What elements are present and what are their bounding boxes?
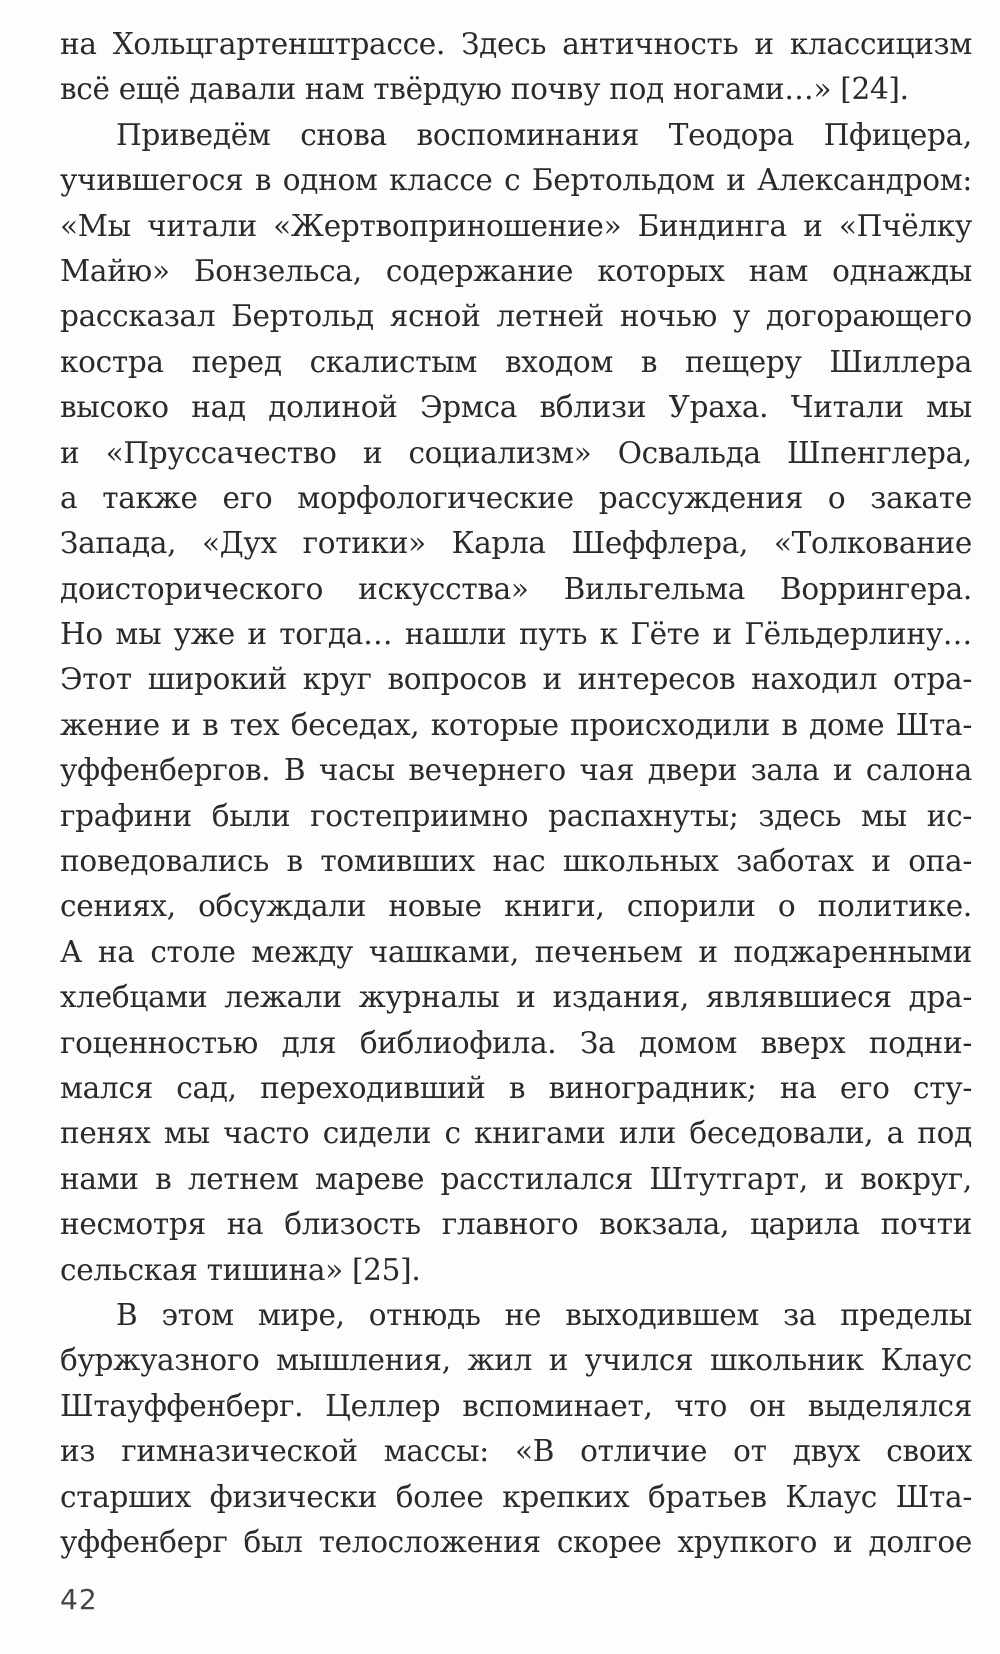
text-line: нами в летнем мареве расстилался Штутгарт, и вокруг, (60, 1161, 972, 1196)
text-line: доисторического искусства» Вильгельма Воррингера. (60, 571, 972, 606)
text-line: В этом мире, отнюдь не выходившем за пределы (116, 1297, 972, 1332)
text-line: Запада, «Дух готики» Карла Шеффлера, «Толкование (60, 526, 972, 561)
text-line: сельская тишина» [25]. (60, 1252, 421, 1287)
text-line: костра перед скалистым входом в пещеру Шиллера (60, 344, 972, 379)
text-line: и «Пруссачество и социализм» Освальда Шпенглера, (60, 435, 972, 470)
text-line: «Мы читали «Жертвоприношение» Биндинга и «Пчёлку (60, 208, 972, 243)
text-line: учившегося в одном классе с Бертольдом и Александром: (60, 163, 972, 198)
text-line: пенях мы часто сидели с книгами или беседовали, а под (60, 1116, 972, 1151)
text-line: графини были гостеприимно распахнуты; здесь мы ис- (60, 798, 972, 833)
text-line: Но мы уже и тогда… нашли путь к Гёте и Гёльдерлину… (60, 617, 972, 652)
text-line: Майю» Бонзельса, содержание которых нам однажды (60, 253, 972, 288)
text-line: на Хольцгартенштрассе. Здесь античность и классицизм (60, 27, 972, 61)
text-line: уффенберг был телосложения скорее хрупкого и долгое (60, 1524, 972, 1559)
text-line: уффенбергов. В часы вечернего чая двери зала и салона (60, 753, 972, 788)
text-line: а также его морфологические рассуждения о закате (60, 480, 972, 515)
text-line: Штауффенберг. Целлер вспоминает, что он выделялся (60, 1388, 972, 1423)
text-line: хлебцами лежали журналы и издания, являвшиеся дра- (60, 980, 972, 1015)
text-line: высоко над долиной Эрмса вблизи Ураха. Читали мы (60, 390, 972, 425)
text-line: Этот широкий круг вопросов и интересов находил отра- (60, 662, 972, 697)
text-line: сениях, обсуждали новые книги, спорили о политике. (60, 889, 972, 924)
text-line: из гимназической массы: «В отличие от двух своих (60, 1434, 972, 1469)
text-line: буржуазного мышления, жил и учился школьник Клаус (60, 1343, 972, 1378)
text-line: всё ещё давали нам твёрдую почву под ногами…» [24]. (60, 72, 909, 107)
text-line: жение и в тех беседах, которые происходили в доме Шта- (60, 707, 972, 742)
text-line: Приведём снова воспоминания Теодора Пфицера, (116, 117, 972, 152)
text-line: гоценностью для библиофила. За домом вверх подни- (60, 1025, 972, 1060)
text-line: А на столе между чашками, печеньем и поджаренными (60, 934, 972, 969)
text-line: несмотря на близость главного вокзала, царила почти (60, 1207, 972, 1242)
text-line: мался сад, переходивший в виноградник; на его сту- (60, 1070, 972, 1105)
text-line: старших физически более крепких братьев Клаус Шта- (60, 1479, 972, 1514)
text-line: поведовались в томивших нас школьных заботах и опа- (60, 844, 972, 879)
text-line: рассказал Бертольд ясной летней ночью у догорающего (60, 299, 972, 334)
body-text (60, 22, 972, 1565)
page-number: 42 (60, 1583, 98, 1616)
